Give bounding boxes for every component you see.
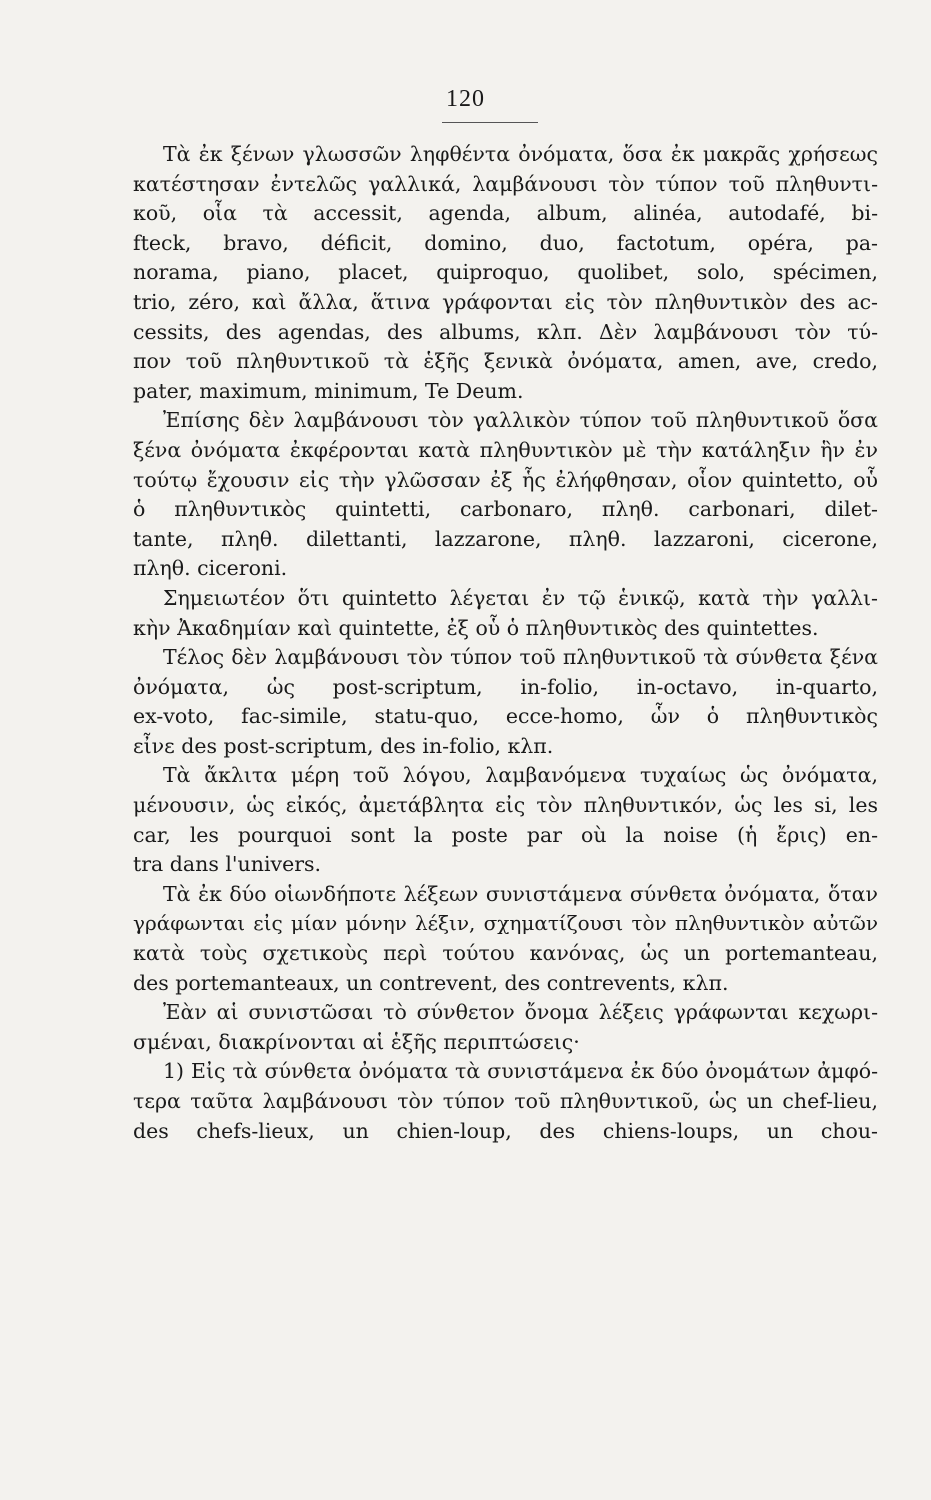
page-number: 120 bbox=[446, 86, 485, 112]
text-line: σμέναι, διακρίνονται αἱ ἑξῆς περιπτώσεις· bbox=[133, 1029, 580, 1054]
text-line: κοῦ, οἷα τὰ accessit, agenda, album, alinéa, autodafé, bi- bbox=[133, 201, 878, 226]
text-line: τερα ταῦτα λαμβάνουσι τὸν τύπον τοῦ πληθυντικοῦ, ὡς un chef-lieu, bbox=[133, 1089, 878, 1113]
text-line: des portemanteaux, un contrevent, des contrevents, κλπ. bbox=[133, 970, 729, 995]
text-line: trio, zéro, καὶ ἄλλα, ἅτινα γράφονται εἰς τὸν πληθυντικὸν des ac- bbox=[133, 289, 878, 314]
text-line: ex-voto, fac-simile, statu-quo, ecce-homo, ὧν ὁ πληθυντικὸς bbox=[133, 704, 878, 729]
text-line: Τὰ ἄκλιτα μέρη τοῦ λόγου, λαμβανόμενα τυχαίως ὡς ὀνόματα, bbox=[163, 763, 878, 788]
page-number-rule bbox=[442, 122, 538, 123]
text-line: cessits, des agendas, des albums, κλπ. Δὲν λαμβάνουσι τὸν τύ- bbox=[133, 319, 878, 344]
text-line: Ἐὰν αἱ συνιστῶσαι τὸ σύνθετον ὄνομα λέξεις γράφωνται κεχωρι- bbox=[163, 1000, 878, 1025]
text-line: fteck, bravo, déficit, domino, duo, factotum, opéra, pa- bbox=[133, 230, 878, 255]
body-text bbox=[133, 140, 878, 1146]
text-line: κατὰ τοὺς σχετικοὺς περὶ τούτου κανόνας, ὡς un portemanteau, bbox=[133, 941, 878, 966]
text-line: 1) Εἰς τὰ σύνθετα ὀνόματα τὰ συνιστάμενα ἐκ δύο ὀνομάτων ἀμφό- bbox=[163, 1059, 878, 1084]
text-line: κατέστησαν ἐντελῶς γαλλικά, λαμβάνουσι τὸν τύπον τοῦ πληθυντι- bbox=[133, 171, 878, 196]
text-line: πον τοῦ πληθυντικοῦ τὰ ἑξῆς ξενικὰ ὀνόματα, amen, ave, credo, bbox=[133, 349, 878, 374]
text-line: κὴν Ἀκαδημίαν καὶ quintette, ἐξ οὗ ὁ πληθυντικὸς des quintettes. bbox=[133, 615, 819, 640]
text-line: Ἐπίσης δὲν λαμβάνουσι τὸν γαλλικὸν τύπον τοῦ πληθυντικοῦ ὅσα bbox=[163, 408, 878, 433]
text-line: Τέλος δὲν λαμβάνουσι τὸν τύπον τοῦ πληθυντικοῦ τὰ σύνθετα ξένα bbox=[163, 645, 878, 670]
text-line: Τὰ ἐκ δύο οἱωνδήποτε λέξεων συνιστάμενα σύνθετα ὀνόματα, ὅταν bbox=[163, 881, 878, 906]
text-line: γράφωνται εἰς μίαν μόνην λέξιν, σχηματίζουσι τὸν πληθυντικὸν αὐτῶν bbox=[133, 911, 878, 936]
text-line: car, les pourquoi sont la poste par où la noise (ἡ ἔρις) en- bbox=[133, 822, 878, 847]
text-line: pater, maximum, minimum, Te Deum. bbox=[133, 378, 524, 403]
text-line: des chefs-lieux, un chien-loup, des chiens-loups, un chou- bbox=[133, 1118, 878, 1143]
text-line: Σημειωτέον ὅτι quintetto λέγεται ἐν τῷ ἑνικῷ, κατὰ τὴν γαλλι- bbox=[163, 585, 878, 610]
text-line: ὀνόματα, ὡς post-scriptum, in-folio, in-octavo, in-quarto, bbox=[133, 674, 878, 699]
text-line: πληθ. ciceroni. bbox=[133, 556, 288, 581]
text-line: μένουσιν, ὡς εἰκός, ἀμετάβλητα εἰς τὸν πληθυντικόν, ὡς les si, les bbox=[133, 793, 878, 818]
text-line: tra dans l'univers. bbox=[133, 852, 322, 877]
text-line: Τὰ ἐκ ξένων γλωσσῶν ληφθέντα ὀνόματα, ὅσα ἐκ μακρᾶς χρήσεως bbox=[163, 142, 878, 166]
text-line: norama, piano, placet, quiproquo, quolibet, solo, spécimen, bbox=[133, 260, 878, 285]
text-line: τούτῳ ἔχουσιν εἰς τὴν γλῶσσαν ἐξ ἧς ἐλήφθησαν, οἷον quintetto, οὗ bbox=[133, 467, 878, 492]
text-line: ὁ πληθυντικὸς quintetti, carbonaro, πληθ. carbonari, dilet- bbox=[133, 497, 878, 522]
text-line: tante, πληθ. dilettanti, lazzarone, πληθ. lazzaroni, cicerone, bbox=[133, 526, 878, 551]
text-line: ξένα ὀνόματα ἐκφέρονται κατὰ πληθυντικὸν μὲ τὴν κατάληξιν ἣν ἐν bbox=[133, 437, 878, 462]
text-line: εἶνε des post-scriptum, des in-folio, κλπ. bbox=[133, 733, 554, 758]
